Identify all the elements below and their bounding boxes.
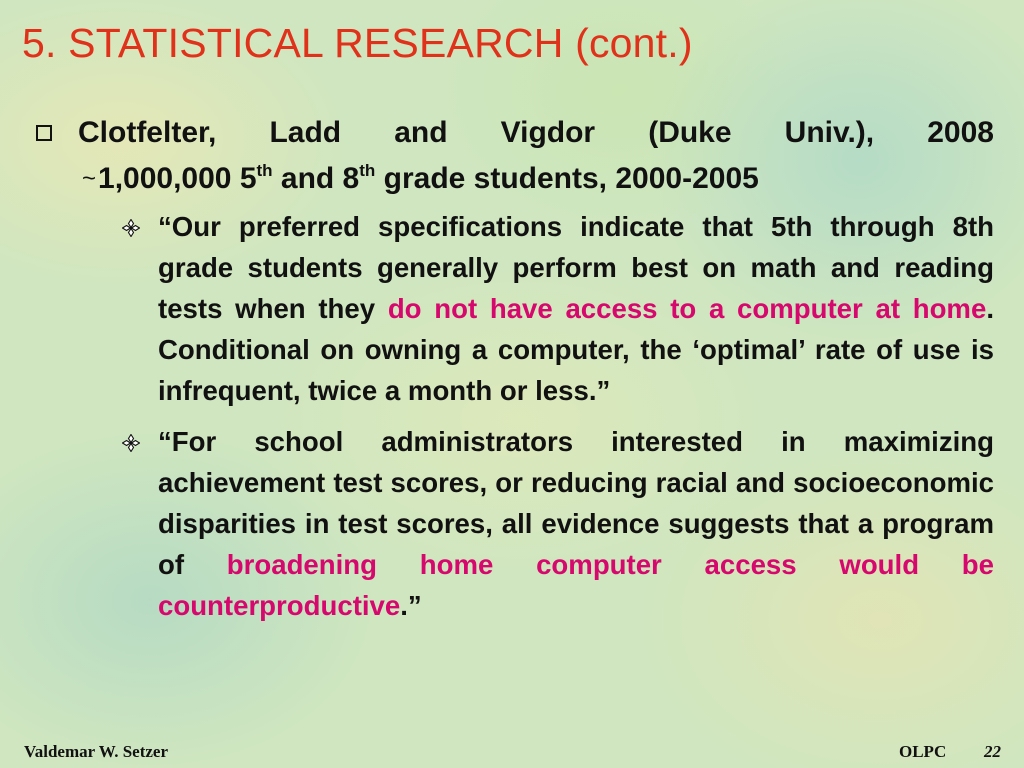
citation-word: Vigdor (500, 116, 596, 149)
slide-content (36, 110, 994, 626)
quote-text: .” (400, 590, 422, 621)
study-sample (78, 156, 994, 202)
hollow-square-icon (36, 125, 52, 141)
tilde-symbol: ~ (82, 165, 97, 192)
citation-word: (Duke (648, 116, 732, 149)
quote-text: “Our preferred specifications indicate that 5th through 8th grade students generally perform best on math and reading tests when they (158, 211, 994, 324)
quote-highlight: broadening home computer access would be counterproductive (158, 549, 994, 621)
ordinal-suffix: th (256, 161, 273, 180)
citation-word: and (394, 116, 448, 149)
quote-text: . Conditional on owning a computer, the ‘optimal’ rate of use is infrequent, twice a month or less.” (158, 293, 994, 406)
study-citation (78, 110, 994, 156)
page-number: 22 (984, 742, 1001, 761)
four-diamond-icon (122, 434, 140, 452)
ordinal-suffix: th (359, 161, 376, 180)
sample-end: grade students, 2000-2005 (375, 162, 759, 195)
bullet-item (36, 110, 994, 202)
quote-item (122, 421, 994, 626)
quote-text: “For school administrators interested in maximizing achievement test scores, or reducing racial and socioeconomic disparities in test scores, all evidence suggests that a program of (158, 426, 994, 580)
footer-author: Valdemar W. Setzer (24, 742, 169, 761)
footer-org: OLPC (899, 742, 947, 761)
sample-mid: and 8 (272, 162, 360, 195)
quote-item (122, 206, 994, 411)
slide-title: 5. STATISTICAL RESEARCH (cont.) (22, 20, 693, 66)
sample-count: 1,000,000 5 (98, 162, 257, 195)
quote-highlight: do not have access to a computer at home (387, 293, 987, 324)
four-diamond-icon (122, 219, 140, 237)
citation-word: Univ.), (784, 116, 875, 149)
citation-word: 2008 (927, 116, 994, 149)
citation-word: Ladd (269, 116, 342, 149)
citation-word: Clotfelter, (78, 116, 217, 149)
